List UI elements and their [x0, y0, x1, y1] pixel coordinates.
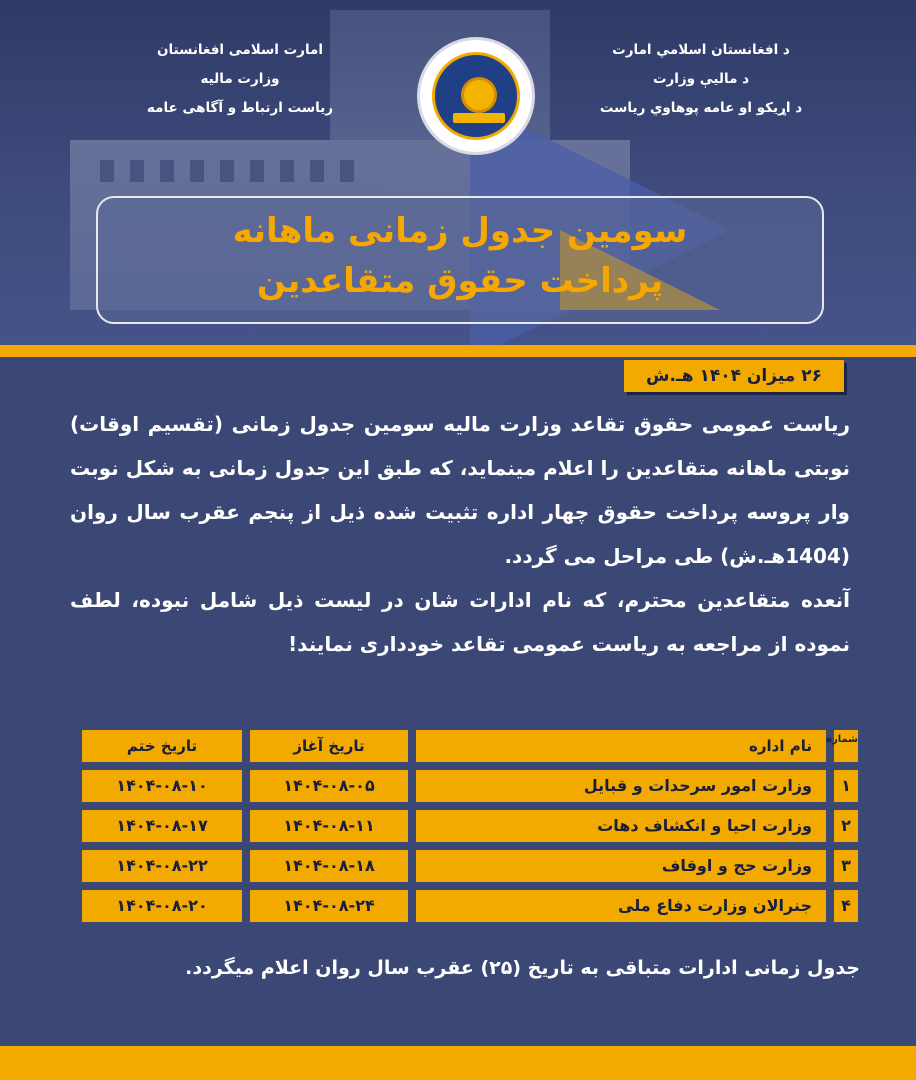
- org-line: وزارت مالیه: [200, 71, 280, 87]
- org-line: د اړيکو او عامه پوهاوي رياست: [599, 100, 803, 116]
- org-line: ریاست ارتباط و آگاهی عامه: [146, 100, 334, 116]
- org-name-dari: [120, 36, 360, 123]
- row-office: جنرالان وزارت دفاع ملی: [416, 890, 826, 922]
- org-line: د افغانستان اسلامي امارت: [612, 42, 790, 58]
- body-paragraph-1: ریاست عمومی حقوق تقاعد وزارت مالیه سومین جدول زمانی (تقسیم اوقات) نوبتی ماهانه متقاعدین را اعلام مینماید، که طبق این جدول زمانی به شکل نوبت وار پروسه پرداخت حقوق چهار اداره تثبیت شده ذیل از پنجم عقرب سال روان (1404هـ.ش) طی مراحل می گردد.: [70, 412, 850, 568]
- table-row: [62, 810, 858, 850]
- date-badge: ۲۶ میزان ۱۴۰۴ هـ.ش: [624, 360, 844, 392]
- table-header-row: [62, 730, 858, 770]
- row-end-date: ۱۴۰۴-۰۸-۱۰: [82, 770, 242, 802]
- header-num: شماره: [834, 730, 858, 762]
- body-paragraph-2: آنعده متقاعدین محترم، که نام ادارات شان در لیست ذیل شامل نبوده، لطف نموده از مراجعه به ریاست عمومی تقاعد خودداری نمایند!: [70, 588, 850, 656]
- row-office: وزارت امور سرحدات و قبایل: [416, 770, 826, 802]
- row-end-date: ۱۴۰۴-۰۸-۱۷: [82, 810, 242, 842]
- page-title-line-2: پرداخت حقوق متقاعدین: [256, 261, 664, 301]
- row-office: وزارت حج و اوقاف: [416, 850, 826, 882]
- row-start-date: ۱۴۰۴-۰۸-۱۱: [250, 810, 408, 842]
- row-end-date: ۱۴۰۴-۰۸-۲۰: [82, 890, 242, 922]
- row-start-date: ۱۴۰۴-۰۸-۰۵: [250, 770, 408, 802]
- row-num: ۴: [834, 890, 858, 922]
- table-row: [62, 890, 858, 930]
- footer-band: [0, 1046, 916, 1080]
- row-end-date: ۱۴۰۴-۰۸-۲۲: [82, 850, 242, 882]
- footer-note: جدول زمانی ادارات متباقی به تاریخ (۲۵) عقرب سال روان اعلام میگردد.: [185, 957, 860, 979]
- row-office: وزارت احیا و انکشاف دهات: [416, 810, 826, 842]
- accent-divider: [0, 345, 916, 357]
- header-start-date: تاریخ آغاز: [250, 730, 408, 762]
- schedule-table: [62, 730, 858, 930]
- org-line: د ماليې وزارت: [652, 71, 750, 87]
- page-title-line-1: سومین جدول زمانی ماهانه: [232, 211, 688, 251]
- header-name: نام اداره: [416, 730, 826, 762]
- row-num: ۱: [834, 770, 858, 802]
- row-num: ۲: [834, 810, 858, 842]
- table-row: [62, 770, 858, 810]
- row-num: ۳: [834, 850, 858, 882]
- title-box: [96, 196, 824, 324]
- ministry-seal-icon: [420, 40, 532, 152]
- org-line: امارت اسلامی افغانستان: [156, 42, 324, 58]
- table-row: [62, 850, 858, 890]
- header-end-date: تاریخ ختم: [82, 730, 242, 762]
- row-start-date: ۱۴۰۴-۰۸-۱۸: [250, 850, 408, 882]
- row-start-date: ۱۴۰۴-۰۸-۲۴: [250, 890, 408, 922]
- announcement-body: [70, 402, 850, 666]
- org-name-pashto: [586, 36, 816, 123]
